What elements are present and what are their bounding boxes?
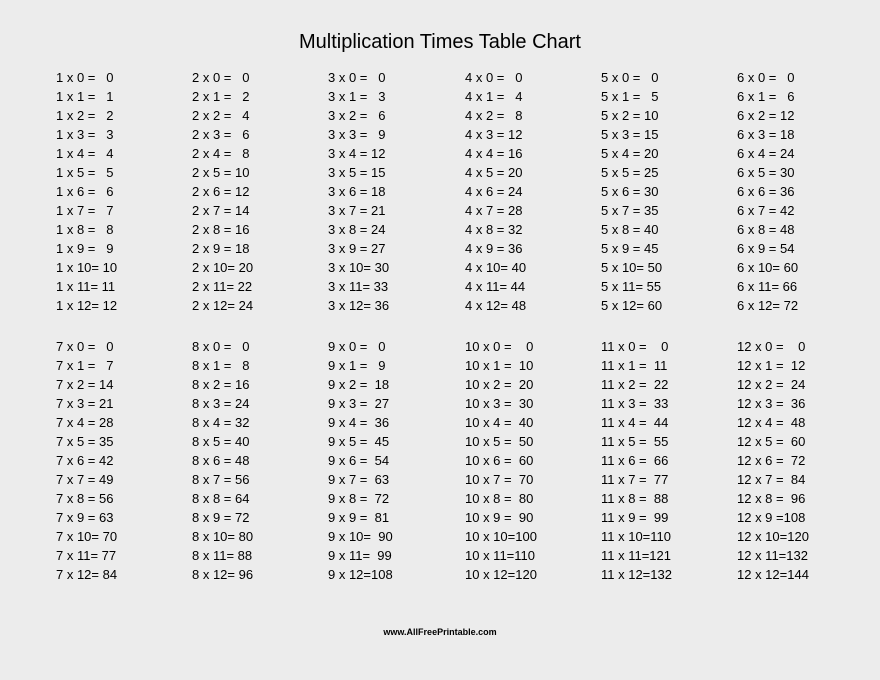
- table-row: 4 x 5 = 20: [465, 165, 523, 180]
- times-table-7: [56, 337, 117, 584]
- table-row: 12 x 8 = 96: [737, 491, 806, 506]
- table-row: 9 x 12=108: [328, 567, 393, 582]
- table-row: 8 x 10= 80: [192, 529, 254, 544]
- table-row: 1 x 1 = 1: [56, 89, 114, 104]
- table-row: 12 x 11=132: [737, 548, 808, 563]
- table-row: 12 x 1 = 12: [737, 358, 806, 373]
- table-row: 7 x 1 = 7: [56, 358, 114, 373]
- table-row: 9 x 3 = 27: [328, 396, 390, 411]
- table-row: 2 x 0 = 0: [192, 70, 250, 85]
- table-row: 12 x 3 = 36: [737, 396, 806, 411]
- table-row: 7 x 7 = 49: [56, 472, 114, 487]
- table-row: 5 x 10= 50: [601, 260, 663, 275]
- table-row: 4 x 3 = 12: [465, 127, 523, 142]
- table-row: 2 x 8 = 16: [192, 222, 250, 237]
- table-row: 10 x 3 = 30: [465, 396, 534, 411]
- table-row: 11 x 8 = 88: [601, 491, 669, 506]
- table-row: 6 x 2 = 12: [737, 108, 795, 123]
- table-row: 6 x 11= 66: [737, 279, 798, 294]
- table-row: 12 x 6 = 72: [737, 453, 806, 468]
- table-row: 10 x 4 = 40: [465, 415, 534, 430]
- times-table-8: [192, 337, 253, 584]
- table-row: 5 x 1 = 5: [601, 89, 659, 104]
- table-row: 7 x 4 = 28: [56, 415, 114, 430]
- table-row: 7 x 12= 84: [56, 567, 118, 582]
- table-row: 1 x 5 = 5: [56, 165, 114, 180]
- table-row: 10 x 10=100: [465, 529, 537, 544]
- table-row: 6 x 10= 60: [737, 260, 799, 275]
- table-row: 4 x 6 = 24: [465, 184, 523, 199]
- table-row: 10 x 5 = 50: [465, 434, 534, 449]
- table-row: 6 x 6 = 36: [737, 184, 795, 199]
- table-row: 1 x 4 = 4: [56, 146, 114, 161]
- table-row: 5 x 11= 55: [601, 279, 662, 294]
- table-row: 11 x 7 = 77: [601, 472, 669, 487]
- tables-top-block: [0, 68, 880, 318]
- table-row: 7 x 5 = 35: [56, 434, 114, 449]
- table-row: 10 x 12=120: [465, 567, 537, 582]
- table-row: 2 x 9 = 18: [192, 241, 250, 256]
- table-row: 1 x 7 = 7: [56, 203, 114, 218]
- table-row: 10 x 7 = 70: [465, 472, 534, 487]
- table-row: 4 x 4 = 16: [465, 146, 523, 161]
- table-row: 6 x 1 = 6: [737, 89, 795, 104]
- table-row: 8 x 1 = 8: [192, 358, 250, 373]
- table-row: 4 x 9 = 36: [465, 241, 523, 256]
- table-row: 9 x 5 = 45: [328, 434, 390, 449]
- table-row: 3 x 7 = 21: [328, 203, 386, 218]
- table-row: 3 x 0 = 0: [328, 70, 386, 85]
- table-row: 7 x 10= 70: [56, 529, 118, 544]
- times-table-4: [465, 68, 526, 315]
- times-table-1: [56, 68, 117, 315]
- table-row: 5 x 9 = 45: [601, 241, 659, 256]
- tables-bottom-block: [0, 337, 880, 587]
- table-row: 12 x 0 = 0: [737, 339, 806, 354]
- times-table-3: [328, 68, 389, 315]
- table-row: 2 x 7 = 14: [192, 203, 250, 218]
- table-row: 5 x 6 = 30: [601, 184, 659, 199]
- table-row: 6 x 3 = 18: [737, 127, 795, 142]
- table-row: 11 x 0 = 0: [601, 339, 669, 354]
- times-table-12: [737, 337, 809, 584]
- table-row: 1 x 9 = 9: [56, 241, 114, 256]
- table-row: 5 x 2 = 10: [601, 108, 659, 123]
- table-row: 5 x 5 = 25: [601, 165, 659, 180]
- times-table-10: [465, 337, 537, 584]
- table-row: 7 x 8 = 56: [56, 491, 114, 506]
- times-table-2: [192, 68, 253, 315]
- table-row: 6 x 12= 72: [737, 298, 799, 313]
- table-row: 9 x 9 = 81: [328, 510, 390, 525]
- table-row: 11 x 1 = 11: [601, 358, 668, 373]
- table-row: 3 x 5 = 15: [328, 165, 386, 180]
- table-row: 10 x 11=110: [465, 548, 535, 563]
- table-row: 9 x 0 = 0: [328, 339, 386, 354]
- table-row: 9 x 8 = 72: [328, 491, 390, 506]
- table-row: 5 x 4 = 20: [601, 146, 659, 161]
- table-row: 6 x 4 = 24: [737, 146, 795, 161]
- table-row: 1 x 3 = 3: [56, 127, 114, 142]
- table-row: 4 x 11= 44: [465, 279, 526, 294]
- table-row: 5 x 12= 60: [601, 298, 663, 313]
- table-row: 8 x 3 = 24: [192, 396, 250, 411]
- table-row: 11 x 5 = 55: [601, 434, 669, 449]
- table-row: 10 x 8 = 80: [465, 491, 534, 506]
- table-row: 11 x 4 = 44: [601, 415, 669, 430]
- table-row: 2 x 12= 24: [192, 298, 254, 313]
- table-row: 3 x 2 = 6: [328, 108, 386, 123]
- table-row: 9 x 1 = 9: [328, 358, 386, 373]
- table-row: 8 x 5 = 40: [192, 434, 250, 449]
- table-row: 1 x 10= 10: [56, 260, 118, 275]
- footer-website-link[interactable]: www.AllFreePrintable.com: [383, 627, 497, 637]
- table-row: 6 x 8 = 48: [737, 222, 795, 237]
- table-row: 2 x 3 = 6: [192, 127, 250, 142]
- table-row: 8 x 8 = 64: [192, 491, 250, 506]
- table-row: 12 x 2 = 24: [737, 377, 806, 392]
- table-row: 10 x 2 = 20: [465, 377, 534, 392]
- table-row: 6 x 5 = 30: [737, 165, 795, 180]
- table-row: 5 x 0 = 0: [601, 70, 659, 85]
- table-row: 2 x 2 = 4: [192, 108, 250, 123]
- table-row: 11 x 9 = 99: [601, 510, 669, 525]
- table-row: 10 x 6 = 60: [465, 453, 534, 468]
- table-row: 4 x 12= 48: [465, 298, 527, 313]
- table-row: 8 x 4 = 32: [192, 415, 250, 430]
- table-row: 1 x 11= 11: [56, 279, 116, 294]
- table-row: 4 x 10= 40: [465, 260, 527, 275]
- table-row: 2 x 6 = 12: [192, 184, 250, 199]
- table-row: 11 x 2 = 22: [601, 377, 669, 392]
- table-row: 5 x 8 = 40: [601, 222, 659, 237]
- table-row: 8 x 11= 88: [192, 548, 253, 563]
- table-row: 10 x 9 = 90: [465, 510, 534, 525]
- table-row: 11 x 6 = 66: [601, 453, 669, 468]
- table-row: 9 x 7 = 63: [328, 472, 390, 487]
- table-row: 2 x 1 = 2: [192, 89, 250, 104]
- table-row: 7 x 2 = 14: [56, 377, 114, 392]
- table-row: 1 x 8 = 8: [56, 222, 114, 237]
- table-row: 6 x 7 = 42: [737, 203, 795, 218]
- table-row: 3 x 3 = 9: [328, 127, 386, 142]
- table-row: 8 x 9 = 72: [192, 510, 250, 525]
- table-row: 12 x 9 =108: [737, 510, 806, 525]
- table-row: 9 x 11= 99: [328, 548, 392, 563]
- table-row: 11 x 12=132: [601, 567, 672, 582]
- table-row: 11 x 3 = 33: [601, 396, 669, 411]
- table-row: 7 x 11= 77: [56, 548, 117, 563]
- table-row: 2 x 10= 20: [192, 260, 254, 275]
- table-row: 5 x 7 = 35: [601, 203, 659, 218]
- table-row: 8 x 0 = 0: [192, 339, 250, 354]
- page-title: Multiplication Times Table Chart: [299, 31, 581, 53]
- table-row: 4 x 1 = 4: [465, 89, 523, 104]
- table-row: 8 x 6 = 48: [192, 453, 250, 468]
- times-table-6: [737, 68, 798, 315]
- table-row: 1 x 0 = 0: [56, 70, 114, 85]
- table-row: 2 x 5 = 10: [192, 165, 250, 180]
- table-row: 3 x 11= 33: [328, 279, 389, 294]
- table-row: 8 x 12= 96: [192, 567, 254, 582]
- table-row: 7 x 6 = 42: [56, 453, 114, 468]
- table-row: 11 x 11=121: [601, 548, 671, 563]
- table-row: 10 x 0 = 0: [465, 339, 534, 354]
- table-row: 6 x 0 = 0: [737, 70, 795, 85]
- table-row: 7 x 0 = 0: [56, 339, 114, 354]
- table-row: 1 x 2 = 2: [56, 108, 114, 123]
- table-row: 2 x 11= 22: [192, 279, 253, 294]
- table-row: 12 x 12=144: [737, 567, 809, 582]
- table-row: 5 x 3 = 15: [601, 127, 659, 142]
- table-row: 6 x 9 = 54: [737, 241, 795, 256]
- table-row: 10 x 1 = 10: [465, 358, 534, 373]
- table-row: 3 x 1 = 3: [328, 89, 386, 104]
- table-row: 9 x 6 = 54: [328, 453, 390, 468]
- table-row: 1 x 12= 12: [56, 298, 118, 313]
- table-row: 3 x 12= 36: [328, 298, 390, 313]
- table-row: 7 x 3 = 21: [56, 396, 114, 411]
- table-row: 9 x 4 = 36: [328, 415, 390, 430]
- table-row: 12 x 5 = 60: [737, 434, 806, 449]
- table-row: 9 x 2 = 18: [328, 377, 390, 392]
- table-row: 4 x 7 = 28: [465, 203, 523, 218]
- table-row: 7 x 9 = 63: [56, 510, 114, 525]
- table-row: 12 x 4 = 48: [737, 415, 806, 430]
- table-row: 12 x 10=120: [737, 529, 809, 544]
- times-table-11: [601, 337, 672, 584]
- table-row: 4 x 0 = 0: [465, 70, 523, 85]
- table-row: 4 x 8 = 32: [465, 222, 523, 237]
- table-row: 11 x 10=110: [601, 529, 671, 544]
- table-row: 3 x 10= 30: [328, 260, 390, 275]
- table-row: 2 x 4 = 8: [192, 146, 250, 161]
- table-row: 4 x 2 = 8: [465, 108, 523, 123]
- table-row: 3 x 4 = 12: [328, 146, 386, 161]
- table-row: 8 x 2 = 16: [192, 377, 250, 392]
- table-row: 8 x 7 = 56: [192, 472, 250, 487]
- table-row: 12 x 7 = 84: [737, 472, 806, 487]
- table-row: 3 x 9 = 27: [328, 241, 386, 256]
- times-table-5: [601, 68, 662, 315]
- table-row: 3 x 6 = 18: [328, 184, 386, 199]
- times-table-9: [328, 337, 393, 584]
- table-row: 9 x 10= 90: [328, 529, 393, 544]
- table-row: 1 x 6 = 6: [56, 184, 114, 199]
- table-row: 3 x 8 = 24: [328, 222, 386, 237]
